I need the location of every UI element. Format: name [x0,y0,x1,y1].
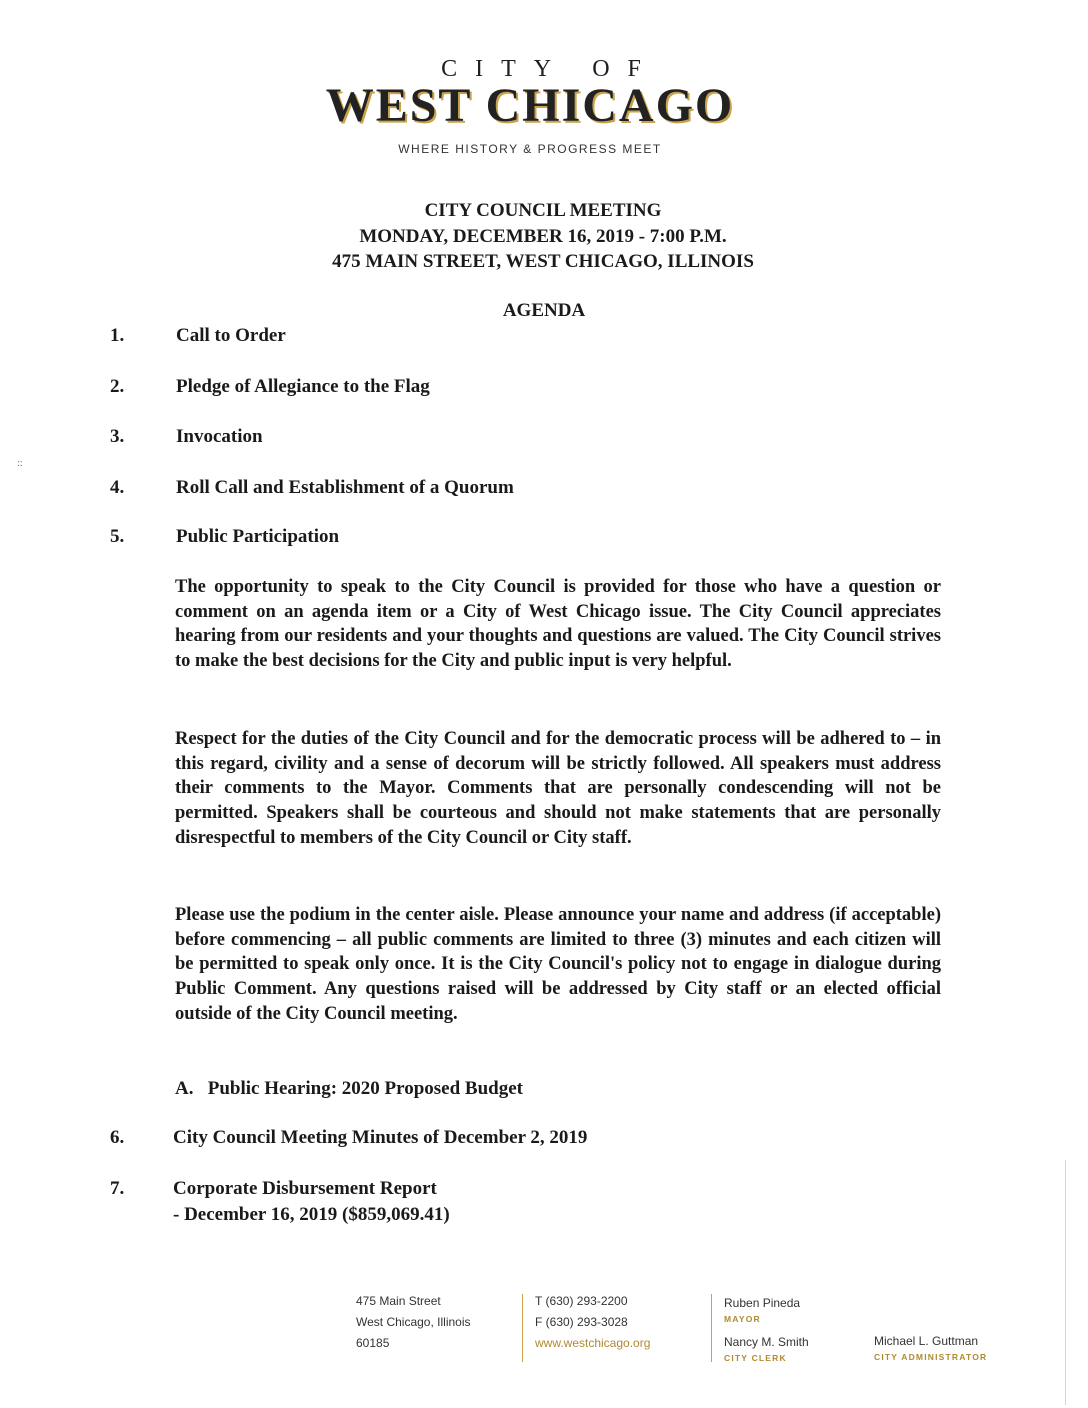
scan-edge-line [1065,1160,1066,1405]
public-participation-paragraph-2: Respect for the duties of the City Council and for the democratic process will be adhered to – in this regard, civility and a sense of decorum will be strictly followed. All speakers must address their comments to the Mayor. Comments that are personally condescending will not be permitted. Speakers shall be courteous and should not make statements that are personally disrespectful to members of the City Council or City staff. [175,729,941,848]
agenda-item-public-participation: Public Participation [176,526,340,547]
meeting-title: CITY COUNCIL MEETING [424,200,662,221]
footer-divider [522,1294,523,1362]
clerk-title: CITY CLERK [724,1353,787,1363]
footer-officials [724,1293,809,1363]
agenda-item-call-to-order: Call to Order [176,325,286,346]
administrator-name: Michael L. Guttman [874,1334,979,1348]
footer-phone: T (630) 293-2200 [535,1294,628,1308]
footer-address [356,1291,471,1354]
footer-contact [535,1291,650,1354]
agenda-item-number: 6. [110,1127,125,1148]
footer-divider [711,1294,712,1362]
footer-fax: F (630) 293-3028 [535,1315,628,1329]
agenda-item-number: 3. [110,426,125,447]
agenda-item-minutes: City Council Meeting Minutes of December 2, 2019 [173,1127,588,1148]
agenda-heading: AGENDA [502,300,586,321]
logo-tagline: WHERE HISTORY & PROGRESS MEET [398,142,662,156]
footer-website-link[interactable]: www.westchicago.org [535,1336,651,1350]
public-participation-paragraph-3: Please use the podium in the center aisle. Please announce your name and address (if acceptable) before commencing – all public comments are limited to three (3) minutes and each citizen will be permitted to speak only once. It is the City Council's policy not to engage in dialogue during Public Comment. Any questions raised will be addressed by City staff or an elected official outside of the City Council meeting. [175,905,941,1024]
meeting-datetime: MONDAY, DECEMBER 16, 2019 - 7:00 P.M. [359,226,727,247]
margin-mark: :: [17,458,23,469]
agenda-item-number: 5. [110,526,125,547]
agenda-item-disbursement-detail: - December 16, 2019 ($859,069.41) [173,1204,450,1225]
clerk-name: Nancy M. Smith [724,1335,809,1349]
footer-administrator [874,1331,987,1362]
footer-address-line: 60185 [356,1336,390,1350]
footer-address-line: 475 Main Street [356,1294,441,1308]
agenda-item-disbursement: Corporate Disbursement Report [173,1178,437,1199]
agenda-item-number: 2. [110,376,125,397]
administrator-title: CITY ADMINISTRATOR [874,1352,988,1362]
logo-city-of: CITY OF [441,56,659,82]
agenda-subitem-public-hearing: A. Public Hearing: 2020 Proposed Budget [175,1078,523,1099]
agenda-item-invocation: Invocation [176,426,263,447]
footer-address-line: West Chicago, Illinois [356,1315,471,1329]
agenda-item-number: 4. [110,477,125,498]
mayor-name: Ruben Pineda [724,1296,801,1310]
agenda-item-number: 7. [110,1178,125,1199]
meeting-location: 475 MAIN STREET, WEST CHICAGO, ILLINOIS [332,251,754,272]
agenda-item-roll-call: Roll Call and Establishment of a Quorum [176,477,514,498]
agenda-item-number: 1. [110,325,125,346]
agenda-item-pledge: Pledge of Allegiance to the Flag [176,376,430,397]
public-participation-paragraph-1: The opportunity to speak to the City Council is provided for those who have a question or comment on an agenda item or a City of West Chicago issue. The City Council appreciates hearing from our residents and your thoughts and questions are valued. The City Council strives to make the best decisions for the City and public input is very helpful. [175,577,941,672]
mayor-title: MAYOR [724,1314,761,1324]
logo-city-name: WEST CHICAGO [325,79,735,132]
